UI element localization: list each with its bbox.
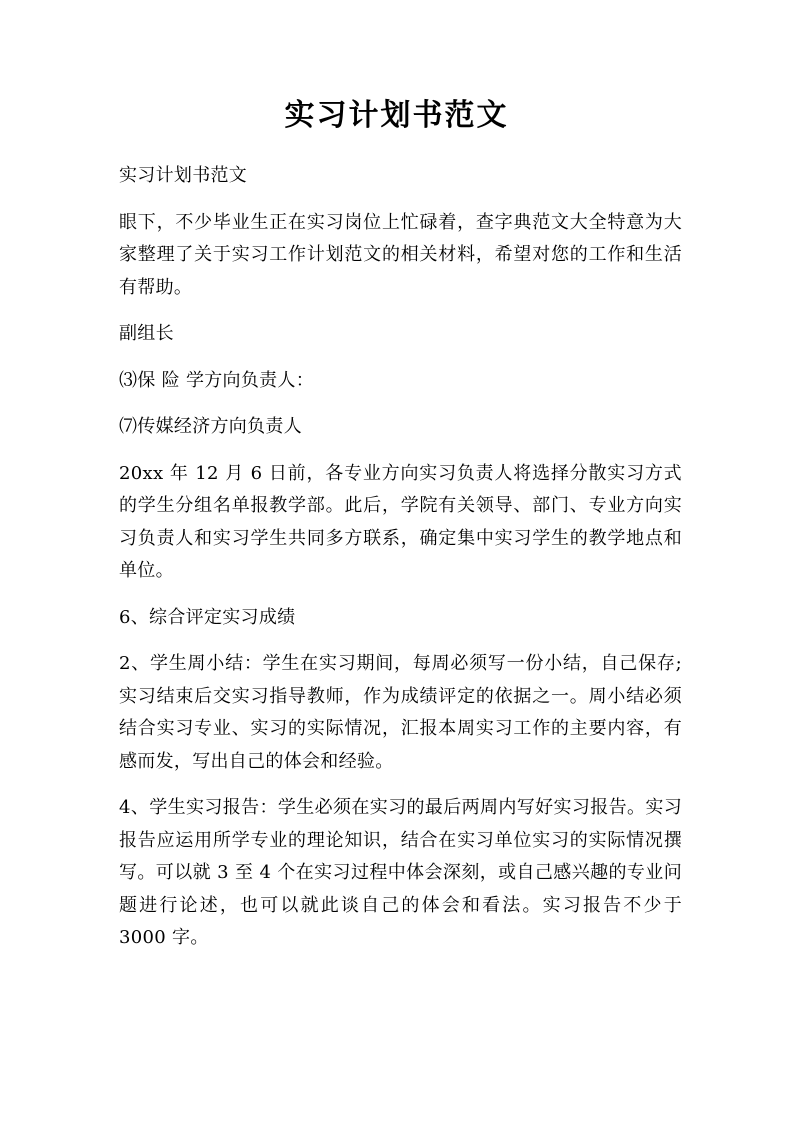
paragraph-intro: 眼下，不少毕业生正在实习岗位上忙碌着，查字典范文大全特意为大家整理了关于实习工作计划范文的相关材料，希望对您的工作和生活有帮助。 bbox=[119, 211, 682, 298]
paragraph-internship-report: 4、学生实习报告：学生必须在实习的最后两周内写好实习报告。实习报告应运用所学专业的理论知识，结合在实习单位实习的实际情况撰写。可以就 3 至 4 个在实习过程中体会深刻，或自己感兴趣的专业问题进行论述，也可以就此谈自己的体会和看法。实习报告不少于 3000 字。 bbox=[119, 797, 682, 948]
paragraph-schedule: 20xx 年 12 月 6 日前，各专业方向实习负责人将选择分散实习方式的学生分组名单报教学部。此后，学院有关领导、部门、专业方向实习负责人和实习学生共同多方联系，确定集中实习学生的教学地点和单位。 bbox=[119, 462, 682, 581]
paragraph-evaluation-heading: 6、综合评定实习成绩 bbox=[119, 606, 296, 628]
paragraph-subtitle: 实习计划书范文 bbox=[119, 165, 248, 186]
paragraph-weekly-summary: 2、学生周小结：学生在实习期间，每周必须写一份小结，自己保存;实习结束后交实习指导教师，作为成绩评定的依据之一。周小结必须结合实习专业、实习的实际情况，汇报本周实习工作的主要内容，有感而发，写出自己的体会和经验。 bbox=[119, 653, 682, 772]
paragraph-media-economics-lead: ⑺传媒经济方向负责人 bbox=[119, 416, 302, 437]
paragraph-insurance-lead: ⑶保 险 学方向负责人： bbox=[119, 369, 315, 391]
document-title: 实习计划书范文 bbox=[284, 98, 509, 133]
paragraph-deputy-leader: 副组长 bbox=[119, 323, 174, 344]
document-body bbox=[119, 160, 682, 969]
